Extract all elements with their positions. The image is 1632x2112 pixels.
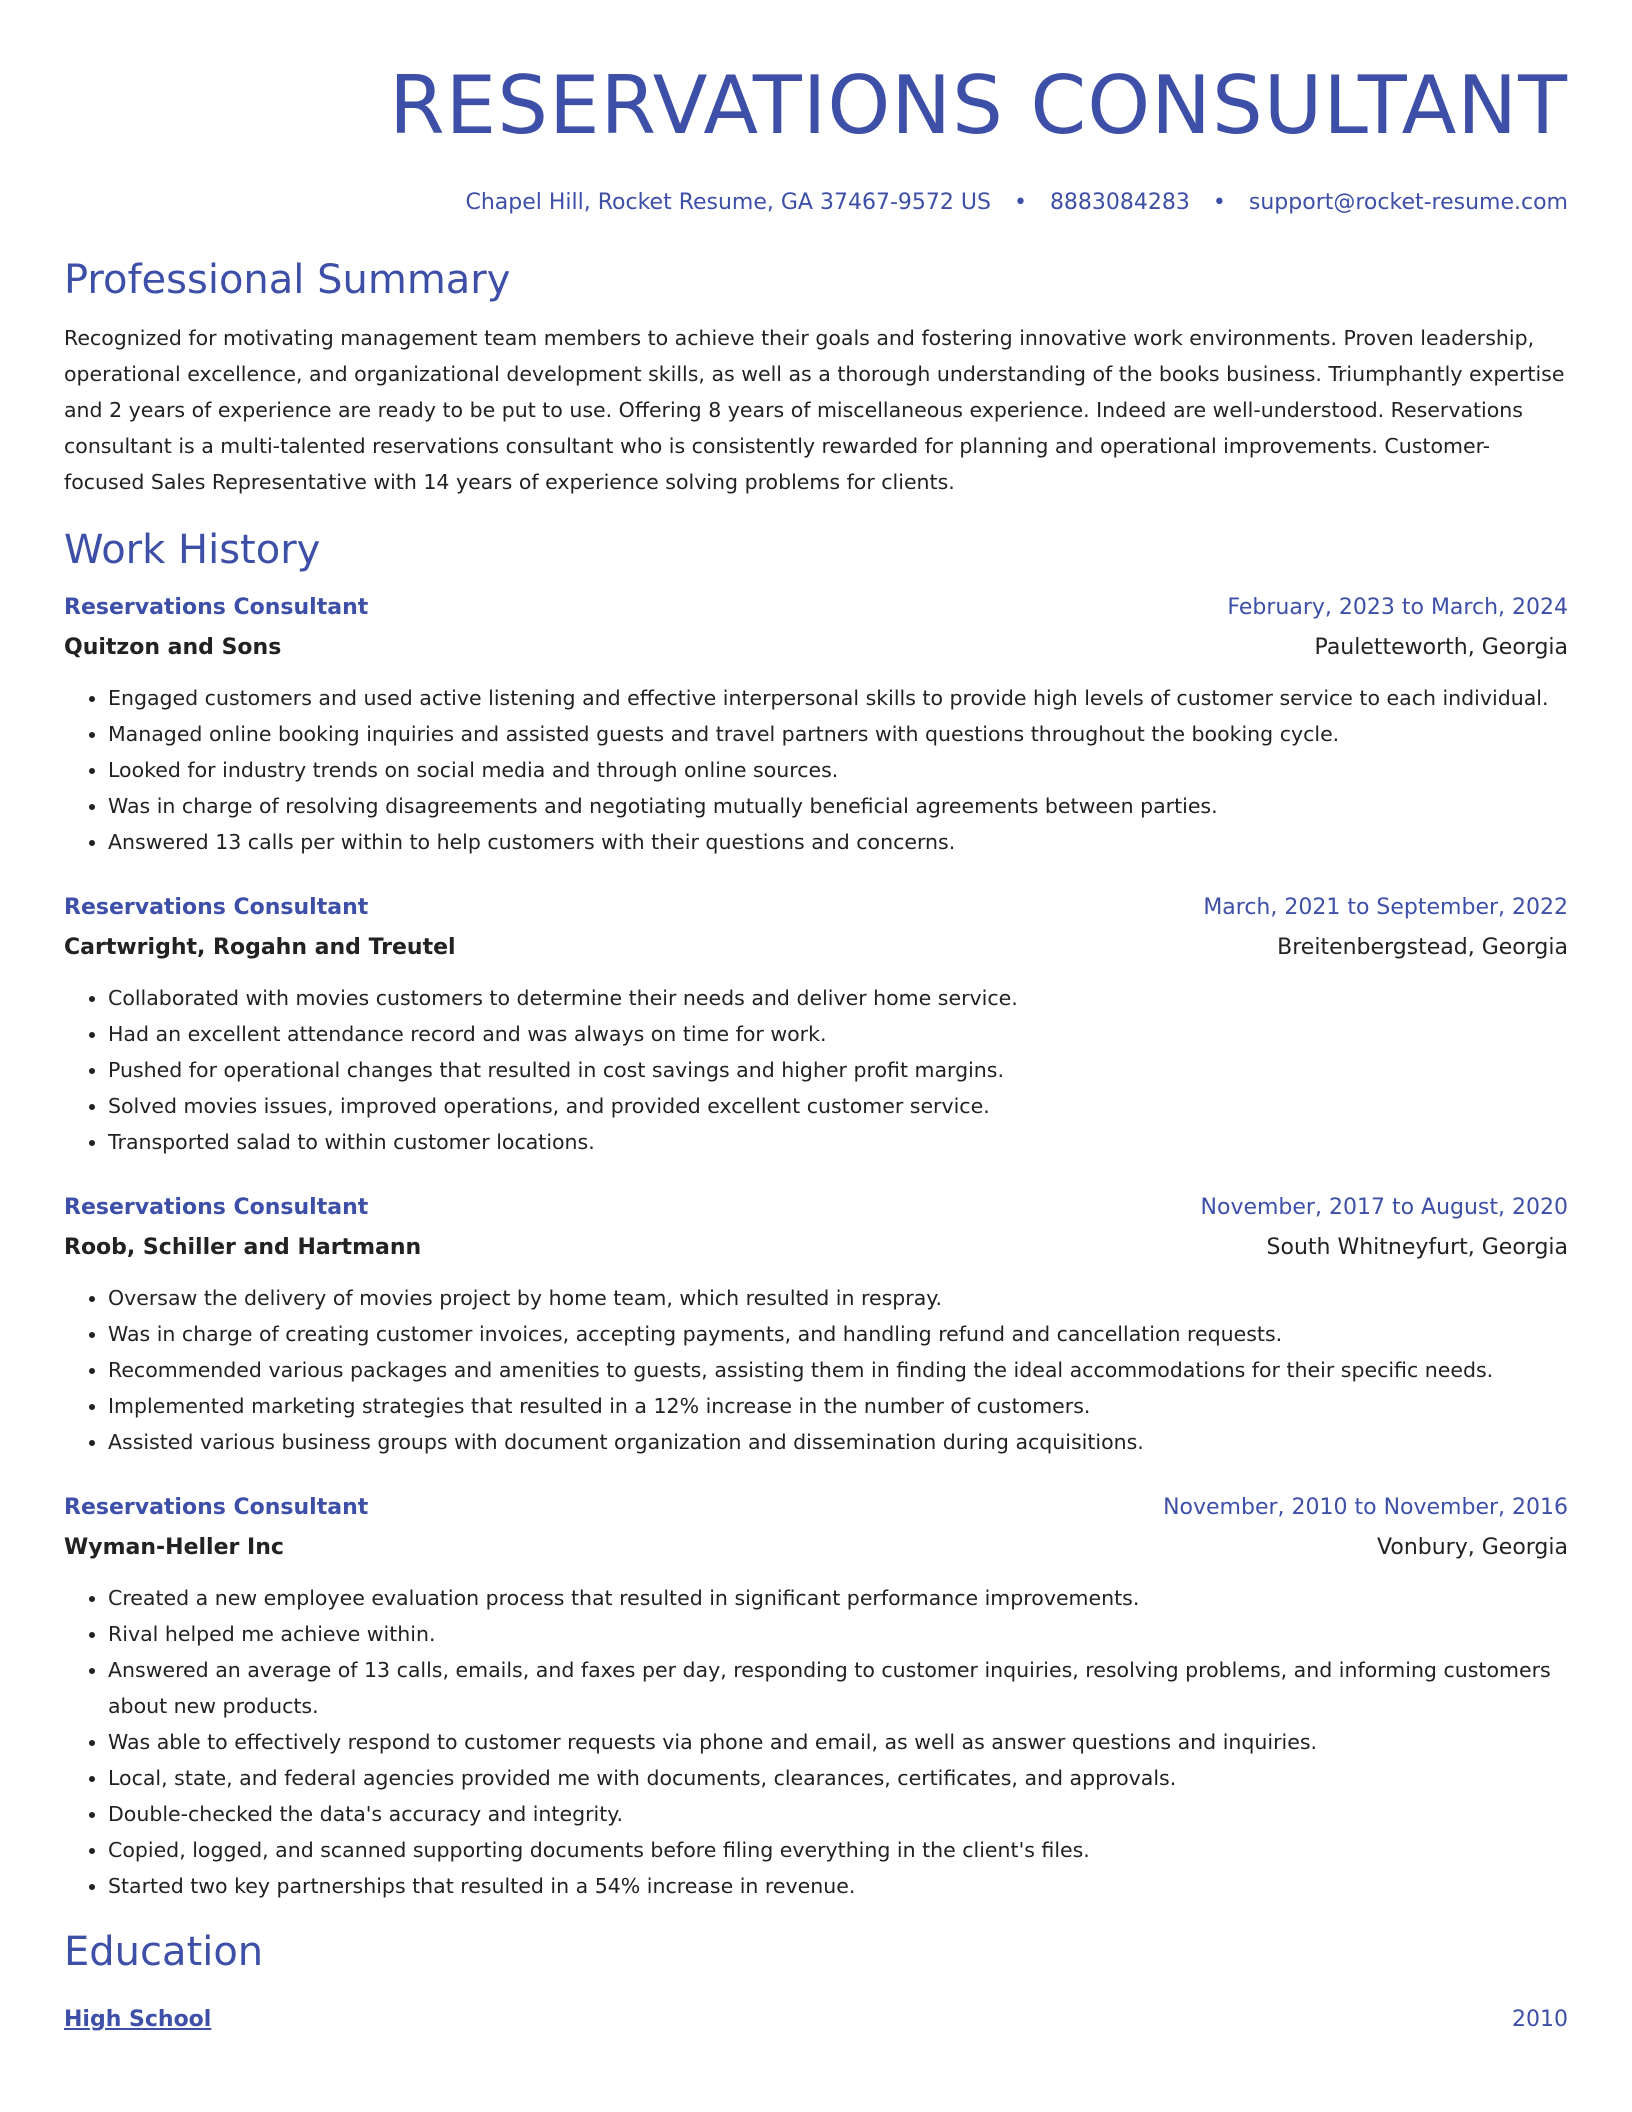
- education-year: 2010: [1512, 2007, 1568, 2032]
- resume-name: RESERVATIONS CONSULTANT: [389, 59, 1568, 152]
- job-bullet: • Copied, logged, and scanned supporting documents before filing everything in the client's files.: [108, 1832, 1568, 1868]
- job-bullet: • Assisted various business groups with document organization and dissemination during acquisitions.: [108, 1424, 1568, 1460]
- job-bullet: • Looked for industry trends on social media and through online sources.: [108, 752, 1568, 788]
- job-dates: November, 2010 to November, 2016: [1163, 1495, 1568, 1520]
- job-bullet: • Was able to effectively respond to customer requests via phone and email, as well as answer questions and inquiries.: [108, 1724, 1568, 1760]
- job-bullets: [64, 1580, 1568, 1904]
- job-bullet: • Started two key partnerships that resulted in a 54% increase in revenue.: [108, 1868, 1568, 1904]
- section-title-education: Education: [64, 1929, 264, 1975]
- section-title-summary: Professional Summary: [64, 257, 511, 303]
- job-bullet: • Transported salad to within customer locations.: [108, 1124, 1568, 1160]
- job-bullet: • Solved movies issues, improved operations, and provided excellent customer service.: [108, 1088, 1568, 1124]
- resume-page: [64, 0, 1568, 2040]
- education-school: High School: [64, 2007, 212, 2032]
- job-entry: [64, 1188, 1568, 1460]
- job-bullet: • Recommended various packages and amenities to guests, assisting them in finding the ideal accommodations for their specific needs.: [108, 1352, 1568, 1388]
- job-dates: February, 2023 to March, 2024: [1227, 595, 1568, 620]
- education-entry: [64, 2000, 1568, 2040]
- summary-text: Recognized for motivating management team members to achieve their goals and fostering innovative work environments. Proven leadership, operational excellence, and organizational development skills, as well as a thorough understanding of the books business. Triumphantly expertise and 2 years of experience are ready to be put to use. Offering 8 years of miscellaneous experience. Indeed are well-understood. Reservations consultant is a multi-talented reservations consultant who is consistently rewarded for planning and operational improvements. Customer-focused Sales Representative with 14 years of experience solving problems for clients.: [64, 326, 1565, 494]
- job-title: Reservations Consultant: [64, 895, 369, 920]
- section-title-work-history: Work History: [64, 527, 321, 573]
- contact-line: [64, 188, 1568, 218]
- job-bullet: • Had an excellent attendance record and was always on time for work.: [108, 1016, 1568, 1052]
- job-entry: [64, 1488, 1568, 1904]
- job-bullet: • Created a new employee evaluation process that resulted in significant performance improvements.: [108, 1580, 1568, 1616]
- job-company: Wyman-Heller Inc: [64, 1535, 284, 1560]
- job-bullet: • Engaged customers and used active listening and effective interpersonal skills to provide high levels of customer service to each individual.: [108, 680, 1568, 716]
- job-bullet: • Was in charge of resolving disagreements and negotiating mutually beneficial agreements between parties.: [108, 788, 1568, 824]
- job-bullet: • Was in charge of creating customer invoices, accepting payments, and handling refund and cancellation requests.: [108, 1316, 1568, 1352]
- job-bullet: • Answered an average of 13 calls, emails, and faxes per day, responding to customer inquiries, resolving problems, and informing customers about new products.: [108, 1652, 1568, 1724]
- job-location: Pauletteworth, Georgia: [1314, 635, 1568, 660]
- job-bullet: • Rival helped me achieve within.: [108, 1616, 1568, 1652]
- job-bullet: • Pushed for operational changes that resulted in cost savings and higher profit margins.: [108, 1052, 1568, 1088]
- job-company: Cartwright, Rogahn and Treutel: [64, 935, 456, 960]
- job-location: South Whitneyfurt, Georgia: [1266, 1235, 1568, 1260]
- job-title: Reservations Consultant: [64, 1495, 369, 1520]
- job-dates: March, 2021 to September, 2022: [1203, 895, 1568, 920]
- contact-phone: 8883084283: [1049, 190, 1190, 215]
- job-bullets: [64, 1280, 1568, 1460]
- job-bullet: • Implemented marketing strategies that resulted in a 12% increase in the number of customers.: [108, 1388, 1568, 1424]
- job-company: Quitzon and Sons: [64, 635, 282, 660]
- job-location: Vonbury, Georgia: [1377, 1535, 1568, 1560]
- contact-separator: •: [1212, 190, 1226, 215]
- job-bullet: • Answered 13 calls per within to help customers with their questions and concerns.: [108, 824, 1568, 860]
- job-title: Reservations Consultant: [64, 1195, 369, 1220]
- job-location: Breitenbergstead, Georgia: [1277, 935, 1568, 960]
- job-bullet: • Managed online booking inquiries and assisted guests and travel partners with questions throughout the booking cycle.: [108, 716, 1568, 752]
- job-entry: [64, 888, 1568, 1160]
- job-entry: [64, 588, 1568, 860]
- job-dates: November, 2017 to August, 2020: [1200, 1195, 1568, 1220]
- job-title: Reservations Consultant: [64, 595, 369, 620]
- job-bullet: • Local, state, and federal agencies provided me with documents, clearances, certificates, and approvals.: [108, 1760, 1568, 1796]
- job-bullets: [64, 680, 1568, 860]
- job-bullet: • Double-checked the data's accuracy and integrity.: [108, 1796, 1568, 1832]
- job-company: Roob, Schiller and Hartmann: [64, 1235, 422, 1260]
- job-bullets: [64, 980, 1568, 1160]
- contact-address: Chapel Hill, Rocket Resume, GA 37467-9572 US: [465, 190, 991, 215]
- job-bullet: • Collaborated with movies customers to determine their needs and deliver home service.: [108, 980, 1568, 1016]
- job-bullet: • Oversaw the delivery of movies project by home team, which resulted in respray.: [108, 1280, 1568, 1316]
- contact-email: support@rocket-resume.com: [1248, 190, 1568, 215]
- contact-separator: •: [1013, 190, 1027, 215]
